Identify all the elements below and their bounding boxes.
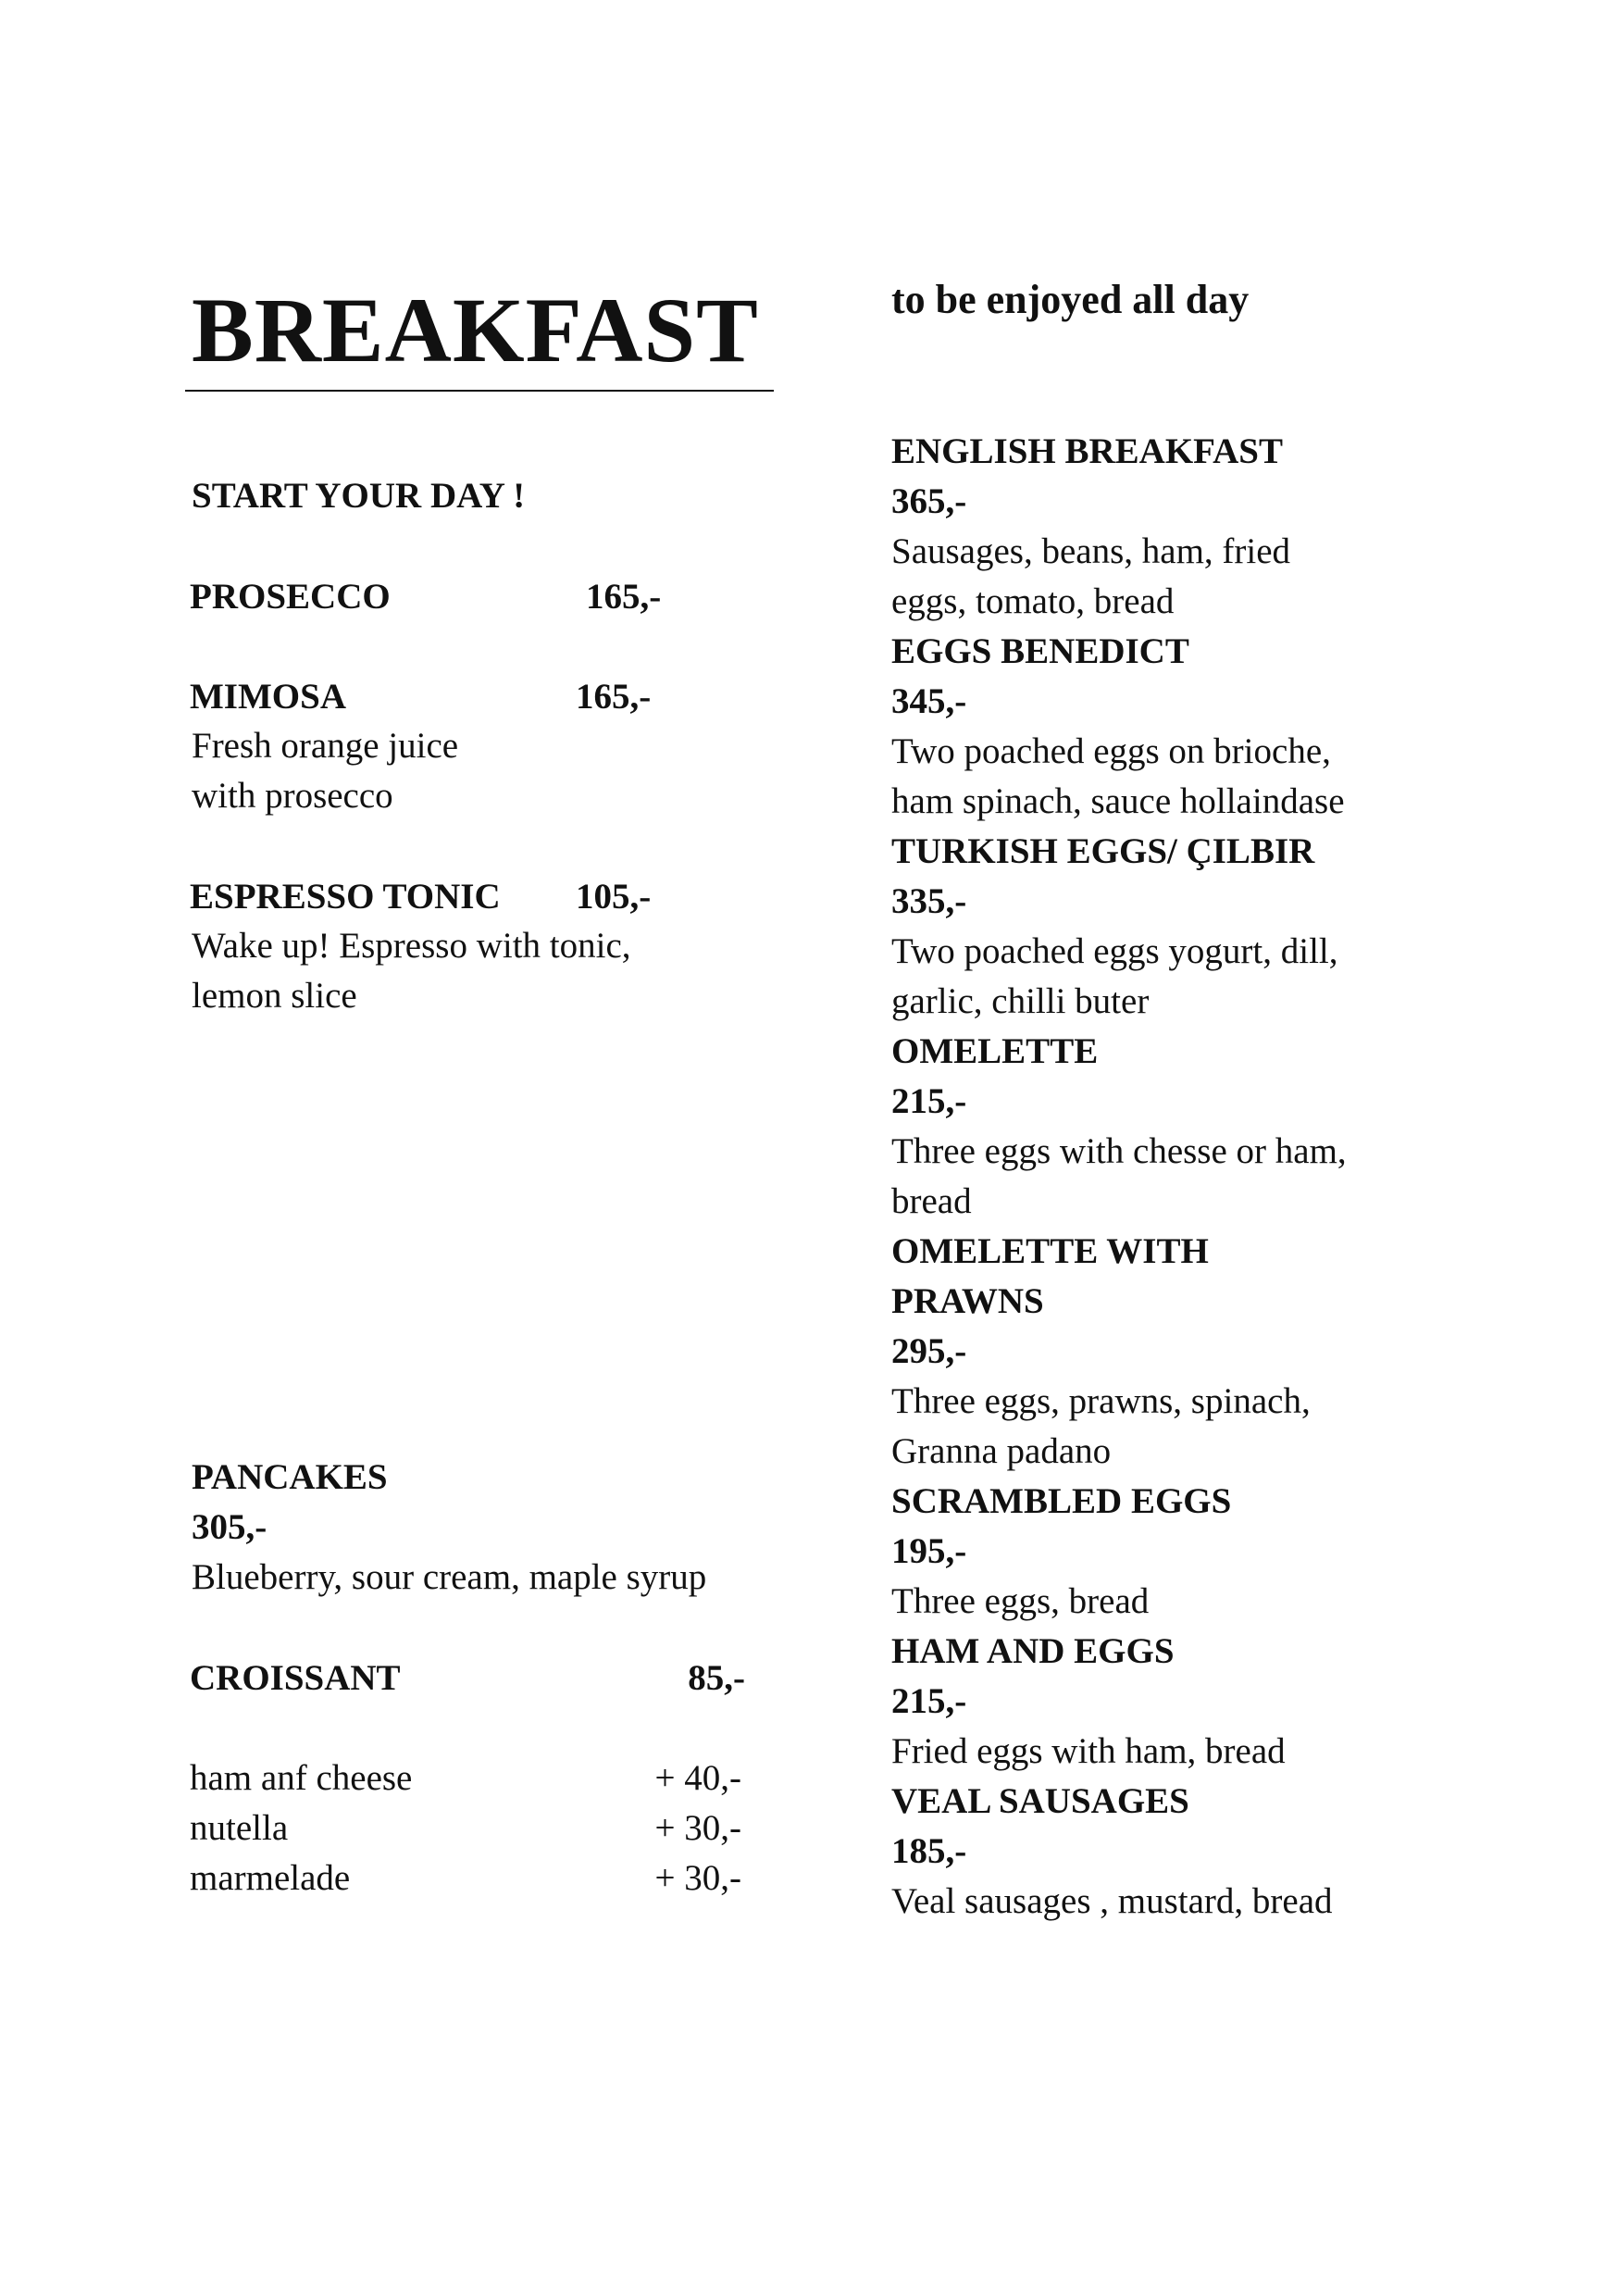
item-price: 85,-: [688, 1658, 745, 1698]
desc-line: with prosecco: [192, 776, 393, 816]
item-name: PROSECCO: [190, 577, 391, 617]
item-price: 215,-: [891, 1681, 967, 1721]
extra-price: + 30,-: [654, 1808, 741, 1848]
item-price: 195,-: [891, 1531, 967, 1571]
item-price: 105,-: [576, 877, 652, 917]
title-divider: [185, 390, 774, 392]
item-name: VEAL SAUSAGES: [891, 1781, 1189, 1821]
page-subtitle: to be enjoyed all day: [891, 277, 1250, 322]
item-description: Blueberry, sour cream, maple syrup: [192, 1557, 707, 1597]
extra-name: marmelade: [190, 1858, 351, 1898]
item-price: 335,-: [891, 881, 967, 921]
item-name: CROISSANT: [190, 1658, 401, 1698]
desc-line: lemon slice: [192, 976, 357, 1016]
item-name: HAM AND EGGS: [891, 1631, 1175, 1671]
menu-item-pancakes: [192, 1453, 706, 1603]
item-price: 165,-: [576, 677, 652, 717]
extra-name: ham anf cheese: [190, 1758, 413, 1798]
item-description: Two poached eggs yogurt, dill,: [891, 931, 1338, 971]
extra-price: + 40,-: [654, 1758, 741, 1798]
item-name: PRAWNS: [891, 1281, 1044, 1321]
item-description: Fried eggs with ham, bread: [891, 1731, 1286, 1771]
item-description: Sausages, beans, ham, fried: [891, 531, 1291, 571]
item-price: 165,-: [586, 577, 662, 617]
extra-name: nutella: [190, 1808, 289, 1848]
item-description: Three eggs, prawns, spinach,: [891, 1381, 1311, 1421]
item-name: ENGLISH BREAKFAST: [891, 431, 1283, 471]
item-name: PANCAKES: [192, 1457, 388, 1497]
espresso-tonic-description: [192, 921, 631, 1021]
item-description: garlic, chilli buter: [891, 981, 1150, 1021]
item-description: Granna padano: [891, 1431, 1112, 1471]
item-description: bread: [891, 1181, 972, 1221]
page-title: BREAKFAST: [192, 279, 759, 381]
item-price: 345,-: [891, 681, 967, 721]
item-description: ham spinach, sauce hollaindase: [891, 781, 1345, 821]
mimosa-description: [192, 721, 458, 821]
desc-line: Fresh orange juice: [192, 726, 459, 766]
extra-price: + 30,-: [654, 1858, 741, 1898]
item-name: MIMOSA: [190, 677, 346, 717]
item-name: TURKISH EGGS/ ÇILBIR: [891, 831, 1315, 871]
item-price: 185,-: [891, 1831, 967, 1871]
item-name: OMELETTE: [891, 1031, 1099, 1071]
item-description: eggs, tomato, bread: [891, 581, 1175, 621]
item-price: 365,-: [891, 481, 967, 521]
item-name: SCRAMBLED EGGS: [891, 1481, 1232, 1521]
item-description: Veal sausages , mustard, bread: [891, 1881, 1333, 1921]
section-title: START YOUR DAY !: [192, 476, 526, 516]
item-price: 295,-: [891, 1331, 967, 1371]
item-description: Three eggs, bread: [891, 1581, 1150, 1621]
item-price: 215,-: [891, 1081, 967, 1121]
breakfast-dishes-list: [891, 427, 1347, 1927]
item-name: EGGS BENEDICT: [891, 631, 1189, 671]
item-name: OMELETTE WITH: [891, 1231, 1209, 1271]
item-description: Three eggs with chesse or ham,: [891, 1131, 1347, 1171]
item-price: 305,-: [192, 1507, 267, 1547]
item-name: ESPRESSO TONIC: [190, 877, 501, 917]
item-description: Two poached eggs on brioche,: [891, 731, 1331, 771]
desc-line: Wake up! Espresso with tonic,: [192, 926, 631, 966]
